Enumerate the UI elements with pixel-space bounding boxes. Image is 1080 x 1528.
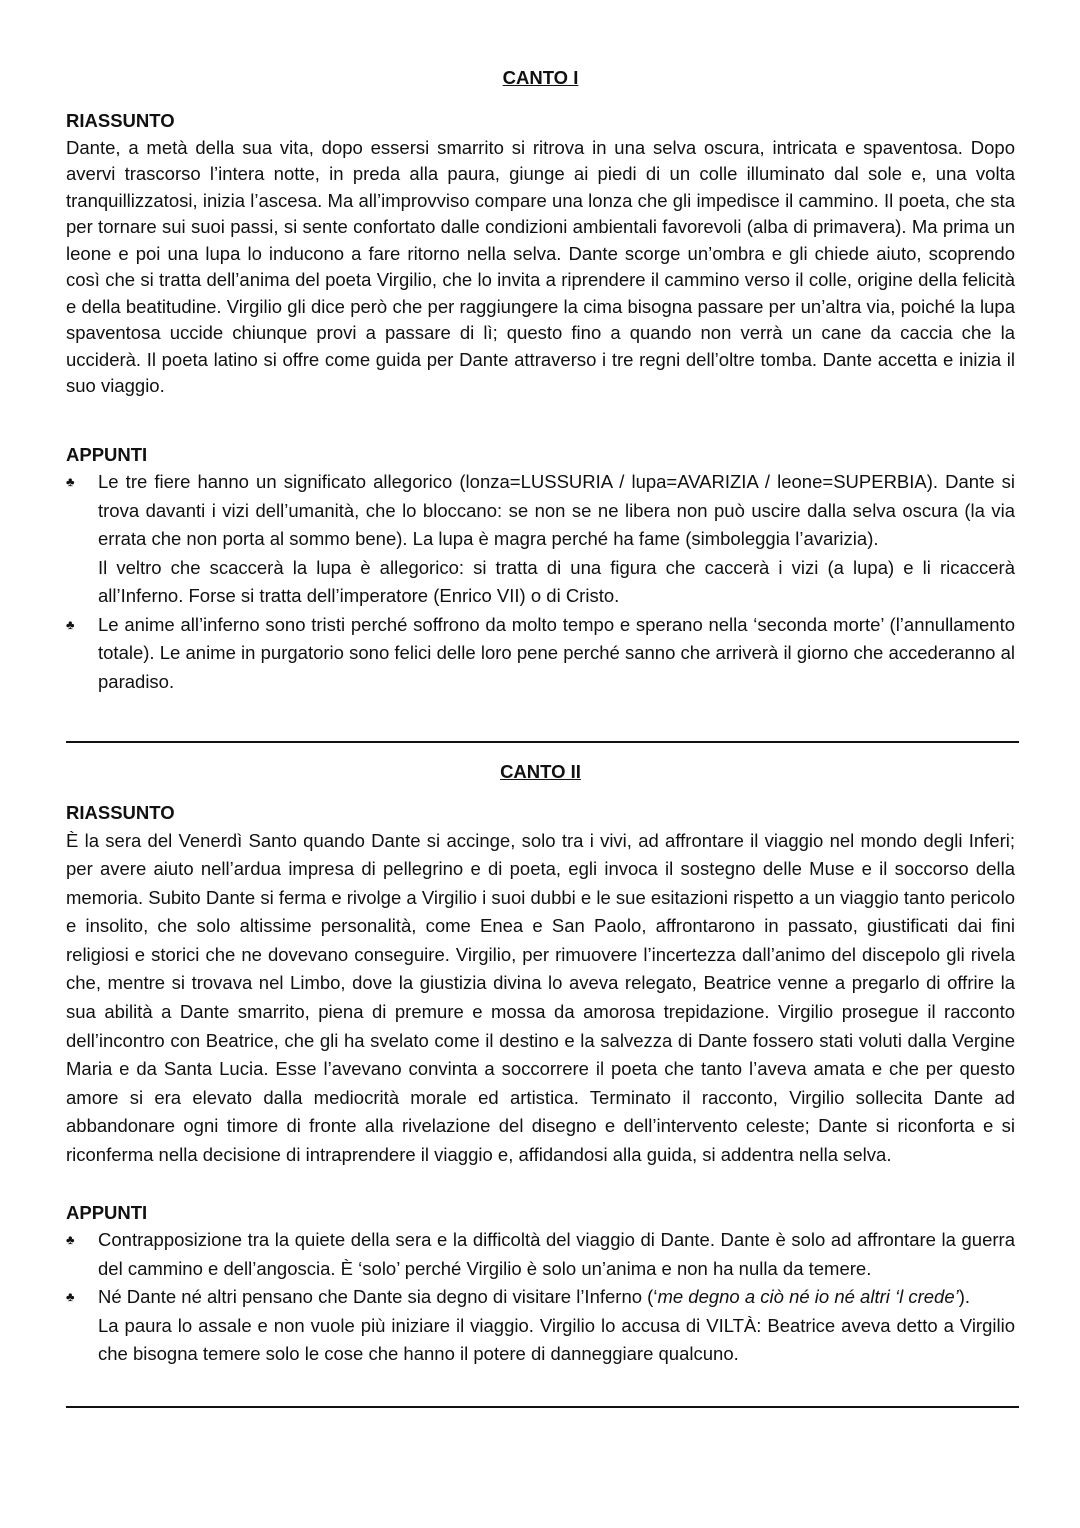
canto-1-section (66, 64, 1015, 696)
canto-2-section (66, 758, 1015, 1369)
note-text-after-quote: ). (958, 1286, 971, 1308)
document-page (66, 64, 1015, 1408)
canto-1-notes-list (66, 468, 1015, 696)
canto-2-note-2-text-2: La paura lo assale e non vuole più iniziare il viaggio. Virgilio lo accusa di VILTÀ: Beatrice aveva detto a Virgilio che bisogna temere solo le cose che hanno il potere di danneggiare qualcuno. (98, 1314, 1015, 1365)
canto-2-note-1 (66, 1226, 1015, 1283)
canto-2-summary-heading: RIASSUNTO (66, 802, 175, 823)
canto-2-title: CANTO II (500, 761, 581, 782)
canto-1-summary: Dante, a metà della sua vita, dopo essersi smarrito si ritrova in una selva oscura, intricata e spaventosa. Dopo avervi trascorso l’intera notte, in preda alla paura, giunge ai piedi di un colle illuminato dal sole e, una volta tranquillizzatosi, inizia l’ascesa. Ma all’improvviso compare una lonza che gli impedisce il cammino. Il poeta, che sta per tornare sui suoi passi, si sente confortato dalle condizioni ambientali favorevoli (alba di primavera). Ma prima un leone e poi una lupa lo inducono a fare ritorno nella selva. Dante scorge un’ombra e gli chiede aiuto, scoprendo così che si tratta dell’anima del poeta Virgilio, che lo invita a riprendere il cammino verso il colle, origine della felicità e della beatitudine. Virgilio gli dice però che per raggiungere la cima bisogna passare per un’altra via, poiché la lupa spaventosa uccide chiunque provi a passare di lì; questo fino a quando non verrà un cane da caccia che la ucciderà. Il poeta latino si offre come guida per Dante attraverso i tre regni dell’oltre tomba. Dante accetta e inizia il suo viaggio. (66, 136, 1015, 396)
note-text-before-quote: Né Dante né altri pensano che Dante sia degno di visitare l’Inferno (‘ (98, 1286, 658, 1308)
club-bullet-icon: ♣ (66, 616, 75, 632)
canto-2-note-1-text: Contrapposizione tra la quiete della sera e la difficoltà del viaggio di Dante. Dante è solo ad affrontare la guerra del cammino e dell’angoscia. È ‘solo’ perché Virgilio è solo un’anima e non ha nulla da temere. (98, 1229, 1015, 1279)
canto-1-note-2-text: Le anime all’inferno sono tristi perché soffrono da molto tempo e sperano nella ‘seconda morte’ (l’annullamento totale). Le anime in purgatorio sono felici delle loro pene perché sanno che arriverà il giorno che accederanno al paradiso. (98, 613, 1015, 692)
canto-2-notes-heading: APPUNTI (66, 1201, 148, 1223)
canto-1-note-2 (66, 611, 1015, 697)
canto-1-title: CANTO I (502, 67, 579, 88)
canto-1-summary-heading: RIASSUNTO (66, 110, 175, 131)
club-bullet-icon: ♣ (66, 1289, 75, 1305)
section-divider-bottom (66, 1406, 1019, 1408)
canto-1-note-1-text-2: Il veltro che scaccerà la lupa è allegorico: si tratta di una figura che caccerà i vizi (a lupa) e li ricaccerà all’Inferno. Forse si tratta dell’imperatore (Enrico VII) o di Cristo. (98, 556, 1015, 606)
canto-1-notes-heading: APPUNTI (66, 443, 148, 465)
dante-quote: me degno a ciò né io né altri ‘l crede’ (657, 1286, 959, 1308)
canto-2-note-2 (66, 1283, 1015, 1369)
canto-2-notes-list (66, 1226, 1015, 1369)
canto-1-note-1-text: Le tre fiere hanno un significato allegorico (lonza=LUSSURIA / lupa=AVARIZIA / leone=SUPERBIA). Dante si trova davanti i vizi dell’umanità, che lo bloccano: se non se ne libera non può uscire dalla selva oscura (la via errata che non porta al sommo bene). La lupa è magra perché ha fame (simboleggia l’avarizia). (98, 471, 1015, 549)
canto-2-summary: È la sera del Venerdì Santo quando Dante si accinge, solo tra i vivi, ad affrontare il viaggio nel mondo degli Inferi; per avere aiuto nell’ardua impresa di pellegrino e di poeta, egli invoca il sostegno delle Muse e il soccorso della memoria. Subito Dante si ferma e rivolge a Virgilio i suoi dubbi e le sue esitazioni rispetto a un viaggio tanto pericolo e insolito, che solo altissime personalità, come Enea e San Paolo, affrontarono in passato, giustificati dai fini religiosi e storici che ne dovevano conseguire. Virgilio, per rimuovere l’incertezza dall’animo del discepolo gli rivela che, mentre si trovava nel Limbo, dove la giustizia divina lo aveva relegato, Beatrice venne a pregarlo di offrire la sua abilità a Dante smarrito, piena di premure e mossa da amorosa trepidazione. Virgilio prosegue il racconto dell’incontro con Beatrice, che gli ha svelato come il destino e la salvezza di Dante fossero stati voluti dalla Vergine Maria e da Santa Lucia. Esse l’avevano convinta a soccorrere il poeta che tanto l’aveva amata e che per questo amore si era elevato dalla mediocrità morale ed artistica. Terminato il racconto, Virgilio sollecita Dante ad abbandonare ogni timore di fronte alla rivelazione del disegno e dell’intervento celeste; Dante si riconforta e si riconferma nella decisione di intraprendere il viaggio e, affidandosi alla guida, si addentra nella selva. (66, 829, 1015, 1166)
canto-2-note-2-text (98, 1283, 1015, 1312)
club-bullet-icon: ♣ (66, 474, 75, 489)
club-bullet-icon: ♣ (66, 1232, 75, 1248)
canto-1-note-1 (66, 468, 1015, 611)
